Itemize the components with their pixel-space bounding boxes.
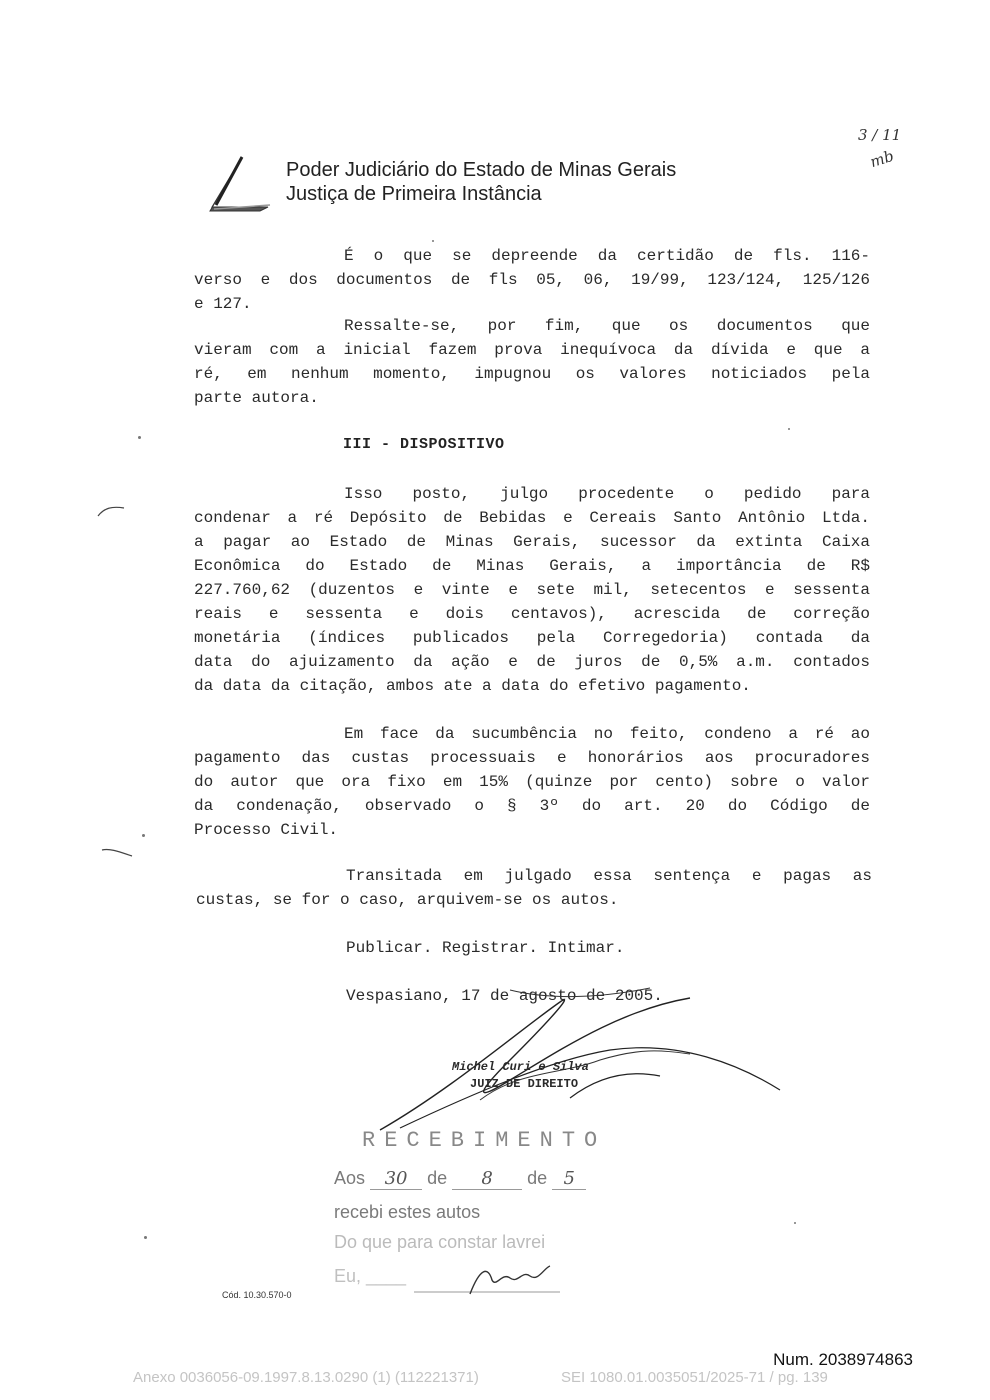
paragraph-line: É o que se depreende da certidão de fls. 116- [344,247,870,265]
paragraph-line: parte autora. [194,389,319,407]
stamp-date-row [334,1168,586,1190]
paragraph-line: Processo Civil. [194,821,339,839]
stamp-record-row: Do que para constar lavrei [334,1232,546,1252]
stamp-aos-label: Aos [334,1168,366,1188]
paragraph-line: condenar a ré Depósito de Bebidas e Cereais Santo Antônio Ltda. [194,509,870,527]
stamp-day: 30 [370,1168,422,1190]
court-name [286,158,676,206]
stamp-month: 8 [452,1168,522,1190]
scan-speck [142,834,145,837]
paragraph-line: ré, em nenhum momento, impugnou os valores noticiados pela [194,365,870,383]
stamp-clerk-row: Eu, ____ [334,1266,407,1286]
court-logo-icon [208,155,274,215]
paragraph-line: vieram com a inicial fazem prova inequívoca da dívida e que a [194,341,870,359]
judge-title: JUIZ DE DIREITO [470,1077,579,1091]
stamp-de-label-1: de [427,1168,448,1188]
document-number: Num. 2038974863 [773,1350,913,1369]
stamp-year: 5 [552,1168,586,1190]
scan-speck [794,1222,796,1224]
scan-speck [144,1236,147,1239]
paragraph-4 [194,722,870,842]
annex-footer [133,1369,859,1386]
paragraph-line: Econômica do Estado de Minas Gerais, a importância de R$ [194,557,870,575]
margin-mark [96,500,126,520]
page-initials: mb [867,146,897,172]
paragraph-line: da data da citação, ambos ate a data do efetivo pagamento. [194,677,751,695]
stamp-title: RECEBIMENTO [362,1128,607,1153]
paragraph-line: do autor que ora fixo em 15% (quinze por cento) sobre o valor [194,773,870,791]
closing-orders: Publicar. Registrar. Intimar. [346,939,625,957]
judge-name: Michel Curi e Silva [452,1060,589,1074]
paragraph-1 [194,244,870,316]
place-date: Vespasiano, 17 de agosto de 2005. [346,987,663,1005]
paragraph-3 [194,482,870,698]
scan-speck [138,436,141,439]
paragraph-line: da condenação, observado o § 3º do art. 20 do Código de [194,797,870,815]
court-line-1: Poder Judiciário do Estado de Minas Gerais [286,159,677,181]
paragraph-line: Em face da sucumbência no feito, condeno a ré ao [344,725,870,743]
scan-speck [432,240,434,242]
form-code: Cód. 10.30.570-0 [222,1290,292,1300]
stamp-de-label-2: de [527,1168,548,1188]
clerk-signature-scribble [410,1258,570,1298]
paragraph-line: monetária (índices publicados pela Corregedoria) contada da [194,629,870,647]
court-line-2: Justiça de Primeira Instância [286,183,542,205]
paragraph-line: pagamento das custas processuais e honorários aos procuradores [194,749,870,767]
section-heading: III - DISPOSITIVO [343,436,505,453]
paragraph-2 [194,314,870,410]
annex-reference: Anexo 0036056-09.1997.8.13.0290 (1) (112221371) [133,1369,479,1386]
sei-reference: SEI 1080.01.0035051/2025-71 / pg. 139 [561,1369,828,1386]
paragraph-line: Isso posto, julgo procedente o pedido para [344,485,870,503]
scan-speck [788,428,790,430]
stamp-received-row: recebi estes autos [334,1202,481,1222]
paragraph-line: verso e dos documentos de fls 05, 06, 19/99, 123/124, 125/126 [194,271,870,289]
page-mark: 3 / 11 [858,126,902,144]
paragraph-line: reais e sessenta e dois centavos), acrescida de correção [194,605,870,623]
paragraph-line: data do ajuizamento da ação e de juros de 0,5% a.m. contados [194,653,870,671]
paragraph-line: a pagar ao Estado de Minas Gerais, sucessor da extinta Caixa [194,533,870,551]
paragraph-line: e 127. [194,295,252,313]
paragraph-5 [196,864,872,912]
margin-mark [100,844,134,860]
paragraph-line: 227.760,62 (duzentos e vinte e sete mil, setecentos e sessenta [194,581,870,599]
paragraph-line: Transitada em julgado essa sentença e pagas as [346,867,872,885]
paragraph-line: Ressalte-se, por fim, que os documentos que [344,317,870,335]
paragraph-line: custas, se for o caso, arquivem-se os autos. [196,891,619,909]
